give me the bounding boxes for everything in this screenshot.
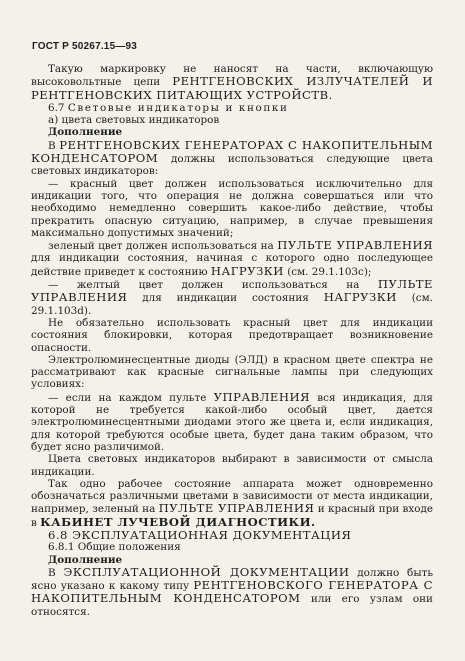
term-caps: РЕНТГЕНОВСКИХ ИЗЛУЧАТЕЛЕЙ И РЕНТГЕНОВСКИХ ПИТАЮЩИХ УСТРОЙСТВ. [31,74,433,102]
term-caps: КАБИНЕТ ЛУЧЕВОЙ ДИАГНОСТИКИ. [40,514,316,529]
text-run: должны использоваться следующие цвета световых индикаторов: [31,153,433,178]
text-run: — желтый цвет должен использоваться на [48,279,360,292]
term-caps: ЭКСПЛУАТАЦИОННОЙ ДОКУМЕНТАЦИИ [63,564,350,579]
page-header: ГОСТ Р 50267.15—93 [32,41,138,52]
term-caps: РЕНТГЕНОВСКИХ ГЕНЕРАТОРАХ С НАКОПИТЕЛЬНЫМ КОНДЕНСАТОРОМ [31,137,433,166]
paragraph-green [31,239,433,278]
section-title: Световые индикаторы и кнопки [67,101,289,114]
paragraph-documentation [31,566,433,618]
paragraph-eld: Электролюминесцентные диоды (ЭЛД) в красном цвете спектра не рассматривают как красные сигнальные лампы при следующих условиях: [31,353,433,391]
text-run: (см. 29.1.103с); [287,265,372,278]
text-run: вся индикация, для которой не требуется какой-либо особый цвет, дается электролюминесцентными диодами этого же цвета и, если индикация, для которой требуются особые цвета, будет дана таким образом, что будет ясно различимой. [31,391,433,453]
text-run: для индикации состояния, начиная с которого одно последующее действие приведет к состоянию [31,252,433,278]
paragraph-yellow [31,278,433,317]
text-run: (см. 29.1.103d). [31,292,433,317]
term-caps: ПУЛЬТЕ УПРАВЛЕНИЯ [31,277,433,305]
addition-label: Дополнение [48,126,123,139]
term-caps: ПУЛЬТЕ УПРАВЛЕНИЯ [158,501,315,516]
section-number: 6.7 [48,101,65,114]
term-caps: НАГРУЗКИ [210,263,284,278]
text-run: В [48,139,56,152]
paragraph-marking [31,63,433,102]
section-heading-6-8: 6.8 ЭКСПЛУАТАЦИОННАЯ ДОКУМЕНТАЦИЯ [48,527,352,542]
text-run: и красный при входе в [31,503,434,529]
text-run: Так одно рабочее состояние аппарата может одновременно обозначаться различными цветами в зависимости от места индикации, например, зеленый на [31,477,433,516]
paragraph-colors: Цвета световых индикаторов выбирают в зависимости от смысла индикации. [31,453,433,478]
text-run: для индикации состояния [142,292,309,305]
section-heading-6-8-1: 6.8.1 Общие положения [48,541,181,554]
paragraph-console [31,391,433,453]
text-run: зеленый цвет должен использоваться на [48,240,274,253]
paragraph-state [31,478,433,529]
paragraph-generators [31,139,433,178]
text-run: или его узлам они относятся. [31,593,433,618]
term-caps: УПРАВЛЕНИЯ [213,389,310,404]
addition-label: Дополнение [48,553,123,566]
text-run: — если на каждом пульте [48,391,207,404]
text-run: должно быть ясно указано к какому типу [31,566,433,593]
document-body [31,63,433,618]
paragraph-red: — красный цвет должен использоваться исключительно для индикации того, что операция не должна совершаться или что необходимо немедленно совершить какое-либо действие, чтобы прекратить опасную ситуацию, например, в случае превышения максимально допустимых значений; [31,177,433,239]
term-caps: НАГРУЗКИ [323,290,397,305]
term-caps: РЕНТГЕНОВСКОГО ГЕНЕРАТОРА С НАКОПИТЕЛЬНЫМ КОНДЕНСАТОРОМ [31,578,433,606]
paragraph-blocking: Не обязательно использовать красный цвет для индикации состояния блокировки, которая предотвращает возникновение опасности. [31,316,433,354]
section-heading-6-7 [31,102,433,114]
text-run: Такую маркировку не наносят на части, включающую высоковольтные цепи [31,63,433,89]
text-run: В [48,566,56,579]
term-caps: ПУЛЬТЕ УПРАВЛЕНИЯ [277,238,433,253]
subsection-a: а) цвета световых индикаторов [48,114,220,127]
